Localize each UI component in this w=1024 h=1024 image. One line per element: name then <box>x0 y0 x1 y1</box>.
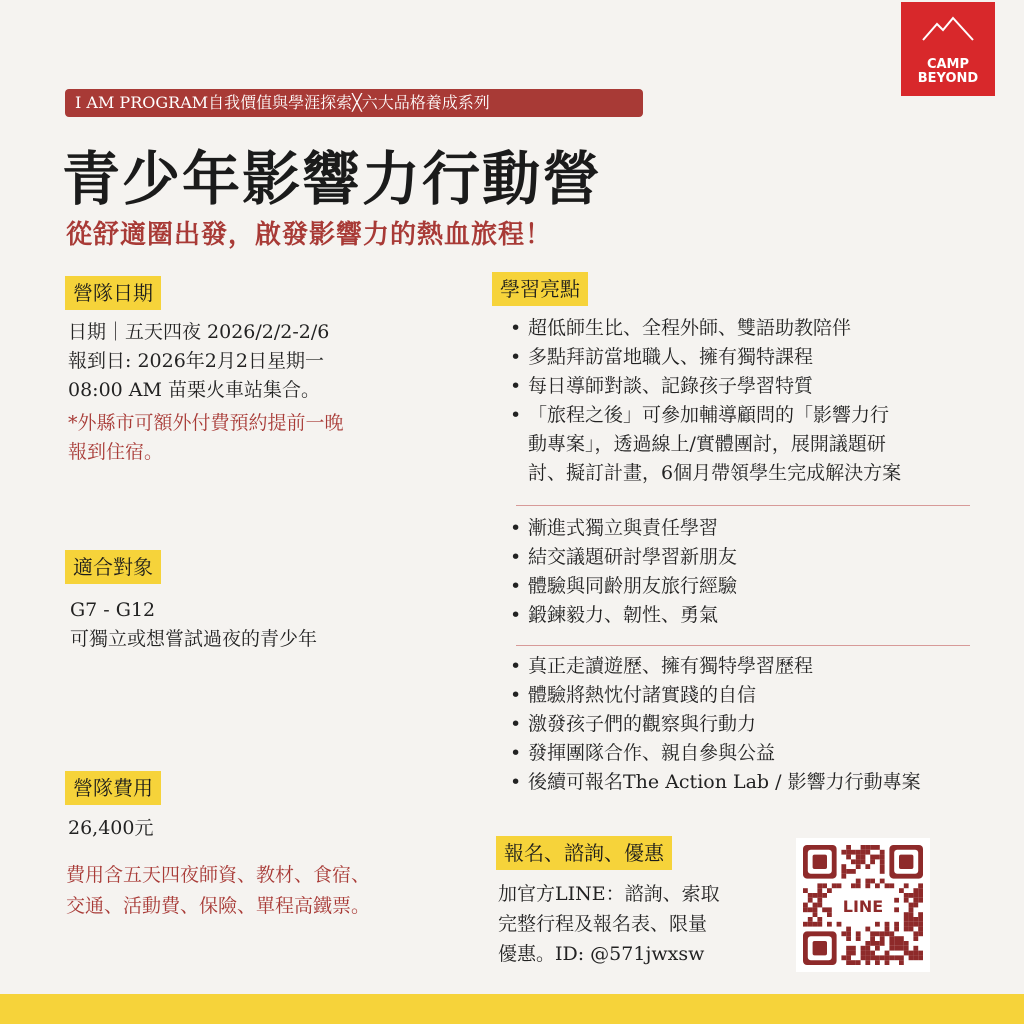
signup-tag: 報名、諮詢、優惠 <box>496 836 672 870</box>
qr-line-label: LINE <box>842 897 884 916</box>
list-item: • 「旅程之後」可參加輔導顧問的「影響力行 動專案」，透過線上/實體團討，展開議題研 討、擬訂計畫，6個月帶領學生完成解決方案 <box>502 401 901 488</box>
fee-note2: 交通、活動費、保險、單程高鐵票。 <box>66 895 371 917</box>
signup-line3: 優惠。ID: @571jwxsw <box>498 943 705 965</box>
fee-note1: 費用含五天四夜師資、教材、食宿、 <box>66 864 371 886</box>
audience-line1: G7 - G12 <box>70 599 156 621</box>
logo-line2: BEYOND <box>917 71 979 86</box>
page-title: 青少年影響力行動營 <box>62 145 603 213</box>
list-item: • 每日導師對談、記錄孩子學習特質 <box>502 372 901 401</box>
divider <box>516 505 970 506</box>
highlights-tag: 學習亮點 <box>492 272 588 306</box>
series-banner: I AM PROGRAM自我價值與學涯探索╳六大品格養成系列 <box>65 89 643 117</box>
list-item: • 結交議題研討學習新朋友 <box>502 543 737 572</box>
audience-line2: 可獨立或想嘗試過夜的青少年 <box>70 628 318 650</box>
audience-tag: 適合對象 <box>65 550 161 584</box>
list-item: • 激發孩子們的觀察與行動力 <box>502 710 921 739</box>
bottom-bar <box>0 994 1024 1024</box>
dates-line2: 報到日: 2026年2月2日星期一 <box>68 350 324 372</box>
highlights-group1 <box>502 314 901 488</box>
mountain-icon <box>921 16 975 42</box>
highlights-group2 <box>502 514 737 630</box>
line-qr-code[interactable] <box>796 838 930 972</box>
list-item: • 鍛鍊毅力、韌性、勇氣 <box>502 601 737 630</box>
dates-note1: *外縣市可額外付費預約提前一晚 <box>68 412 344 434</box>
page-subtitle: 從舒適圈出發，啟發影響力的熱血旅程！ <box>66 220 553 250</box>
signup-line1: 加官方LINE：諮詢、索取 <box>498 883 720 905</box>
dates-line1: 日期｜五天四夜 2026/2/2-2/6 <box>68 321 330 343</box>
divider <box>516 645 970 646</box>
fee-amount: 26,400元 <box>68 817 154 839</box>
dates-note2: 報到住宿。 <box>68 441 164 463</box>
list-item: • 超低師生比、全程外師、雙語助教陪伴 <box>502 314 901 343</box>
logo-line1: CAMP <box>926 57 970 72</box>
dates-tag: 營隊日期 <box>65 276 161 310</box>
list-item: • 真正走讀遊歷、擁有獨特學習歷程 <box>502 652 921 681</box>
signup-line2: 完整行程及報名表、限量 <box>498 913 708 935</box>
list-item: • 體驗與同齡朋友旅行經驗 <box>502 572 737 601</box>
list-item: • 多點拜訪當地職人、擁有獨特課程 <box>502 343 901 372</box>
fee-tag: 營隊費用 <box>65 771 161 805</box>
qr-code-icon <box>796 838 930 972</box>
list-item: • 發揮團隊合作、親自參與公益 <box>502 739 921 768</box>
dates-line3: 08:00 AM 苗栗火車站集合。 <box>68 379 321 401</box>
camp-beyond-logo <box>901 2 995 96</box>
list-item: • 後續可報名The Action Lab / 影響力行動專案 <box>502 768 921 797</box>
list-item: • 體驗將熱忱付諸實踐的自信 <box>502 681 921 710</box>
highlights-group3 <box>502 652 921 797</box>
list-item: • 漸進式獨立與責任學習 <box>502 514 737 543</box>
